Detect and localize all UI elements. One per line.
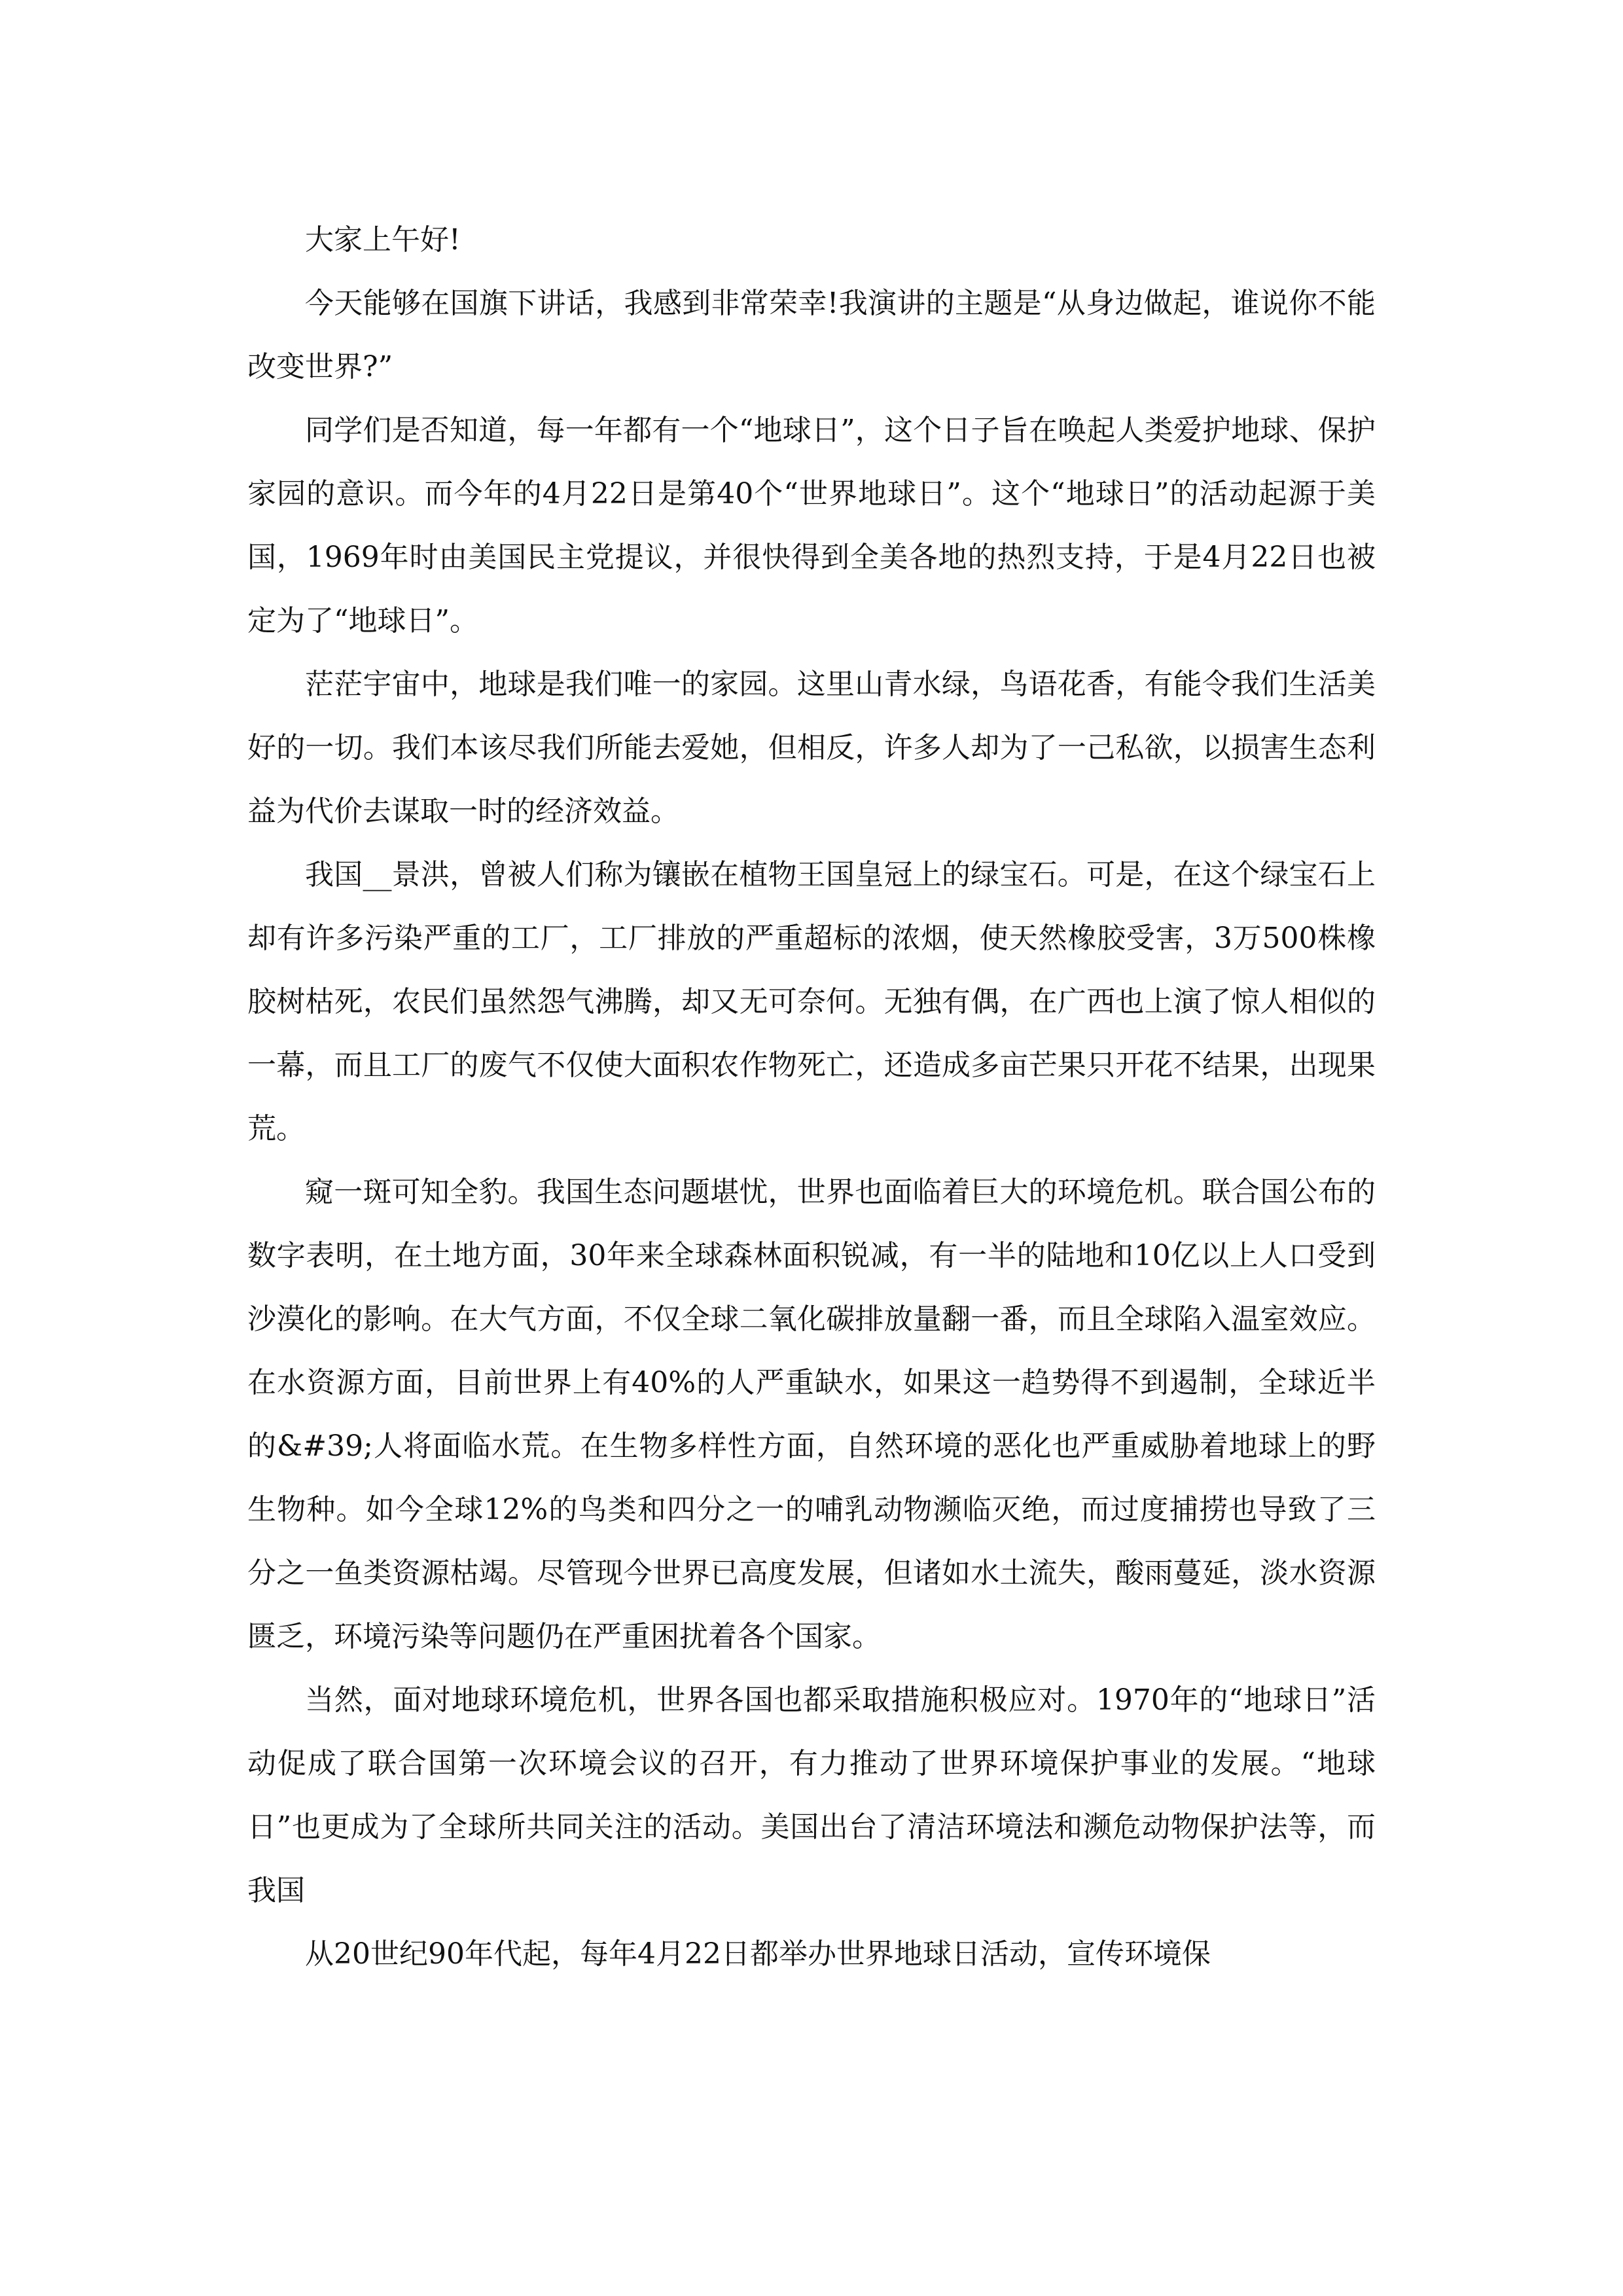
paragraph-china-activities: 从20世纪90年代起，每年4月22日都举办世界地球日活动，宣传环境保 [305, 1937, 1211, 1971]
paragraph-intro: 今天能够在国旗下讲话，我感到非常荣幸!我演讲的主题是“从身边做起，谁说你不能改变世界?” [247, 287, 1376, 384]
document-page [247, 208, 1376, 1986]
paragraph-global-crisis: 窥一斑可知全豹。我国生态问题堪忧，世界也面临着巨大的环境危机。联合国公布的数字表明，在土地方面，30年来全球森林面积锐减，有一半的陆地和10亿以上人口受到沙漠化的影响。在大气方面，不仅全球二氧化碳排放量翻一番，而且全球陷入温室效应。在水资源方面，目前世界上有40%的人严重缺水，如果这一趋势得不到遏制，全球近半的&#39;人将面临水荒。在生物多样性方面，自然环境的恶化也严重威胁着地球上的野生物种。如今全球12%的鸟类和四分之一的哺乳动物濒临灭绝，而过度捕捞也导致了三分之一鱼类资源枯竭。尽管现今世界已高度发展，但诸如水土流失，酸雨蔓延，淡水资源匮乏，环境污染等问题仍在严重困扰着各个国家。 [247, 1175, 1376, 1653]
paragraph-jinghong-pollution: 我国__景洪，曾被人们称为镶嵌在植物王国皇冠上的绿宝石。可是，在这个绿宝石上却有许多污染严重的工厂，工厂排放的严重超标的浓烟，使天然橡胶受害，3万500株橡胶树枯死，农民们虽然怨气沸腾，却又无可奈何。无独有偶，在广西也上演了惊人相似的一幕，而且工厂的废气不仅使大面积农作物死亡，还造成多亩芒果只开花不结果，出现果荒。 [247, 858, 1376, 1145]
paragraph-earth-day-origin: 同学们是否知道，每一年都有一个“地球日”，这个日子旨在唤起人类爱护地球、保护家园的意识。而今年的4月22日是第40个“世界地球日”。这个“地球日”的活动起源于美国，1969年时由美国民主党提议，并很快得到全美各地的热烈支持，于是4月22日也被定为了“地球日”。 [247, 414, 1376, 637]
paragraph-countermeasures: 当然，面对地球环境危机，世界各国也都采取措施积极应对。1970年的“地球日”活动促成了联合国第一次环境会议的召开，有力推动了世界环境保护事业的发展。“地球日”也更成为了全球所共同关注的活动。美国出台了清洁环境法和濒危动物保护法等，而我国 [247, 1683, 1376, 1907]
paragraph-greeting: 大家上午好! [305, 223, 461, 257]
paragraph-only-home: 茫茫宇宙中，地球是我们唯一的家园。这里山青水绿，鸟语花香，有能令我们生活美好的一切。我们本该尽我们所能去爱她，但相反，许多人却为了一己私欲，以损害生态利益为代价去谋取一时的经济效益。 [247, 668, 1376, 828]
